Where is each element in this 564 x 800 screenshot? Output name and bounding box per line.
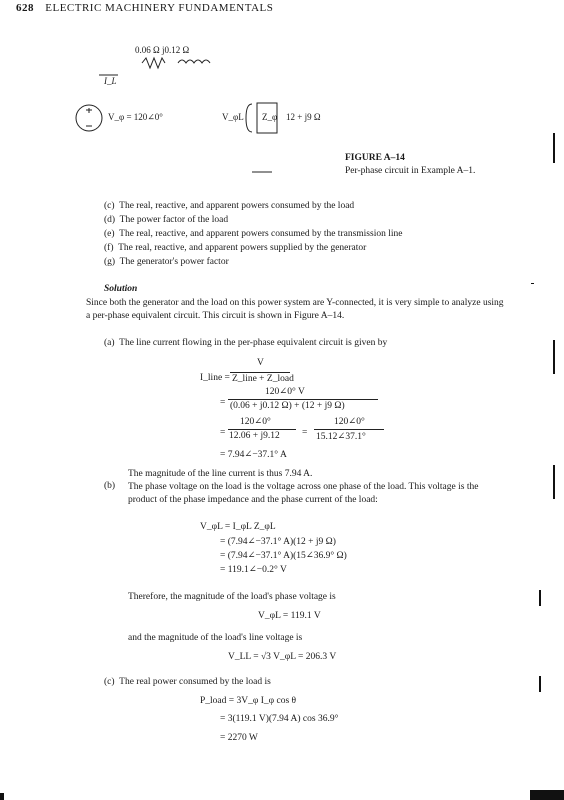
eq-c-line1: = 3(119.1 V)(7.94 A) cos 36.9° [220,714,339,724]
equals-sign: = [220,428,226,438]
line-impedance-label: 0.06 Ω j0.12 Ω [135,45,190,55]
load-voltage-label: V_φL [222,112,244,122]
corner-mark [0,793,4,800]
part-b-label: (b) [104,481,116,491]
solution-heading: Solution [104,284,138,294]
margin-mark [553,340,555,374]
eq-a-den2: (0.06 + j0.12 Ω) + (12 + j9 Ω) [230,401,345,411]
margin-mark [553,465,555,499]
line-voltage-text: and the magnitude of the load's line voltage is [128,633,303,643]
fraction-bar [228,399,378,400]
eq-a-num3b: 120∠0° [334,417,365,427]
source-voltage-label: V_φ = 120∠0° [108,112,163,122]
page-number: 628 [16,2,34,14]
figure-caption: Per-phase circuit in Example A–1. [345,166,476,176]
eq-a-lhs: I_line = [200,373,230,383]
question-item: (e) The real, reactive, and apparent powers consumed by the transmission line [104,229,403,239]
book-title: ELECTRIC MACHINERY FUNDAMENTALS [45,2,274,14]
equals-sign: = [302,428,308,438]
load-value-label: 12 + j9 Ω [286,112,321,122]
margin-mark [539,590,541,606]
equals-sign: = [220,398,226,408]
eq-b-line3: = 119.1∠−0.2° V [220,565,287,575]
line-current-label: I_L [104,76,117,86]
magnitude-a: The magnitude of the line current is thus 7.94 A. [128,469,313,479]
margin-mark [553,133,555,163]
part-b-text: The phase voltage on the load is the voltage across one phase of the load. This voltage is the product of the phase impedance and the phase current of the load: [128,482,479,505]
eq-b-magnitude: V_φL = 119.1 V [258,611,321,621]
eq-a-result: = 7.94∠−37.1° A [220,450,287,460]
eq-b-lhs: V_φL = I_φL Z_φL [200,522,276,532]
eq-a-num3a: 120∠0° [240,417,271,427]
therefore-b: Therefore, the magnitude of the load's phase voltage is [128,592,336,602]
eq-c-line2: = 2270 W [220,733,258,743]
eq-c-line0: P_load = 3V_φ I_φ cos θ [200,696,297,706]
fraction-bar [228,429,296,430]
question-item: (g) The generator's power factor [104,257,229,267]
eq-b-line1: = (7.94∠−37.1° A)(12 + j9 Ω) [220,537,336,547]
eq-b-line2: = (7.94∠−37.1° A)(15∠36.9° Ω) [220,551,347,561]
margin-mark [539,676,541,692]
eq-a-num2: 120∠0° V [265,387,305,397]
fraction-bar [314,429,384,430]
eq-a-den3a: 12.06 + j9.12 [229,431,280,441]
question-item: (d) The power factor of the load [104,215,229,225]
part-c-text: (c) The real power consumed by the load is [104,677,271,687]
question-item: (c) The real, reactive, and apparent powers consumed by the load [104,201,355,211]
load-impedance-label: Z_φ [262,112,278,122]
eq-a-den3b: 15.12∠37.1° [316,432,366,442]
corner-mark [530,790,564,800]
solution-intro: Since both the generator and the load on this power system are Y-connected, it is very simple to analyze using a per-phase equivalent circuit. This circuit is shown in Figure A–14. [86,298,504,321]
part-a-text: (a) The line current flowing in the per-phase equivalent circuit is given by [104,338,388,348]
figure-title: FIGURE A–14 [345,153,405,163]
question-item: (f) The real, reactive, and apparent powers supplied by the generator [104,243,367,253]
fraction-bar [230,372,290,373]
eq-b-line-voltage: V_LL = √3 V_φL = 206.3 V [228,652,337,662]
eq-a-num1: V [257,358,264,368]
eq-a-den1: Z_line + Z_load [232,374,294,384]
margin-mark [531,283,534,284]
